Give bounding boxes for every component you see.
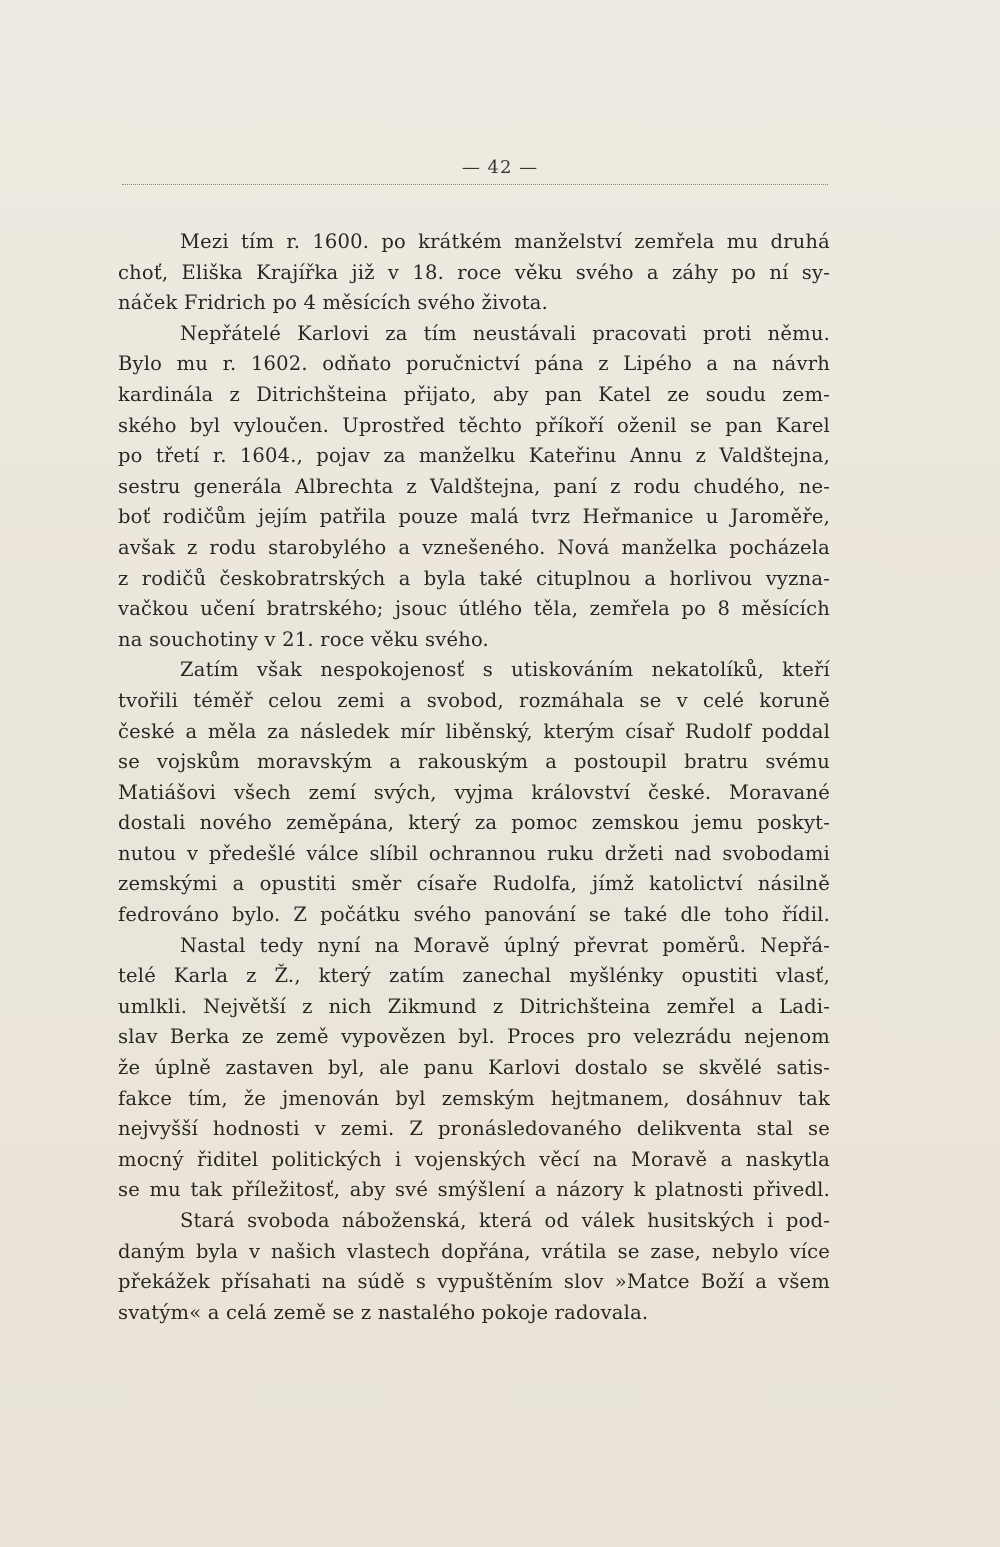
text-line: nutou v předešlé válce slíbil ochrannou ruku držeti nad svobodami bbox=[118, 841, 830, 865]
text-line: fedrováno bylo. Z počátku svého panování se také dle toho řídil. bbox=[118, 903, 830, 927]
text-line: překážek přísahati na súdě s vypuštěním slov »Matce Boží a všem bbox=[118, 1270, 830, 1294]
paragraph-5 bbox=[118, 1206, 830, 1328]
text-line: boť rodičům jejím patřila pouze malá tvrz Heřmanice u Jaroměře, bbox=[118, 505, 830, 529]
text-line: se mu tak příležitosť, aby své smýšlení a názory k platnosti přivedl. bbox=[118, 1178, 830, 1202]
paragraph-3 bbox=[118, 655, 830, 930]
text-line: Nepřátelé Karlovi za tím neustávali pracovati proti němu. bbox=[180, 321, 830, 345]
text-line: zemskými a opustiti směr císaře Rudolfa, jímž katolictví násilně bbox=[118, 872, 830, 896]
text-line: na souchotiny v 21. roce věku svého. bbox=[118, 627, 489, 651]
paragraph-4 bbox=[118, 931, 830, 1206]
text-line: fakce tím, že jmenován byl zemským hejtmanem, dosáhnuv tak bbox=[118, 1086, 830, 1110]
body-text bbox=[118, 227, 830, 1328]
text-line: daným byla v našich vlastech dopřána, vrátila se zase, nebylo více bbox=[118, 1239, 830, 1263]
text-line: české a měla za následek mír liběnský, kterým císař Rudolf poddal bbox=[118, 719, 830, 743]
text-line: ského byl vyloučen. Uprostřed těchto příkoří oženil se pan Karel bbox=[118, 413, 830, 437]
text-line: vačkou učení bratrského; jsouc útlého těla, zemřela po 8 měsících bbox=[118, 597, 830, 621]
text-line: z rodičů českobratrských a byla také cituplnou a horlivou vyzna- bbox=[118, 566, 830, 590]
text-line: svatým« a celá země se z nastalého pokoje radovala. bbox=[118, 1300, 649, 1324]
paragraph-2 bbox=[118, 319, 830, 656]
text-line: sestru generála Albrechta z Valdštejna, paní z rodu chudého, ne- bbox=[118, 474, 830, 498]
text-line: Zatím však nespokojenosť s utiskováním nekatolíků, kteří bbox=[180, 658, 830, 682]
text-line: že úplně zastaven byl, ale panu Karlovi dostalo se skvělé satis- bbox=[118, 1056, 830, 1080]
text-line: choť, Eliška Krajířka již v 18. roce věku svého a záhy po ní sy- bbox=[118, 260, 830, 284]
text-line: náček Fridrich po 4 měsících svého života. bbox=[118, 291, 548, 315]
text-line: tvořili téměř celou zemi a svobod, rozmáhala se v celé koruně bbox=[118, 688, 830, 712]
text-line: avšak z rodu starobylého a vznešeného. Nová manželka pocházela bbox=[118, 535, 830, 559]
page-number: — 42 — bbox=[461, 157, 539, 178]
text-line: Stará svoboda náboženská, která od válek husitských i pod- bbox=[180, 1209, 830, 1232]
text-line: kardinála z Ditrichšteina přijato, aby pan Katel ze soudu zem- bbox=[118, 382, 830, 406]
text-line: nejvyšší hodnosti v zemi. Z pronásledovaného delikventa stal se bbox=[118, 1117, 830, 1141]
paragraph-1 bbox=[118, 227, 830, 319]
text-line: umlkli. Největší z nich Zikmund z Ditrichšteina zemřel a Ladi- bbox=[118, 994, 830, 1018]
text-line: telé Karla z Ž., který zatím zanechal myšlénky opustiti vlasť, bbox=[118, 964, 830, 988]
header-dotted-rule bbox=[122, 184, 828, 185]
text-line: dostali nového zeměpána, který za pomoc zemskou jemu poskyt- bbox=[118, 811, 830, 835]
text-line: Bylo mu r. 1602. odňato poručnictví pána z Lipého a na návrh bbox=[118, 352, 830, 376]
text-line: Nastal tedy nyní na Moravě úplný převrat poměrů. Nepřá- bbox=[180, 933, 830, 957]
text-line: slav Berka ze země vypovězen byl. Proces pro velezrádu nejenom bbox=[118, 1025, 830, 1049]
text-line: Mezi tím r. 1600. po krátkém manželství zemřela mu druhá bbox=[180, 230, 830, 253]
text-line: mocný řiditel politických i vojenských věcí na Moravě a naskytla bbox=[118, 1147, 830, 1171]
text-line: Matiášovi všech zemí svých, vyjma království české. Moravané bbox=[118, 780, 830, 804]
text-line: po třetí r. 1604., pojav za manželku Kateřinu Annu z Valdštejna, bbox=[118, 444, 830, 468]
text-line: se vojskům moravským a rakouským a postoupil bratru svému bbox=[118, 750, 830, 774]
